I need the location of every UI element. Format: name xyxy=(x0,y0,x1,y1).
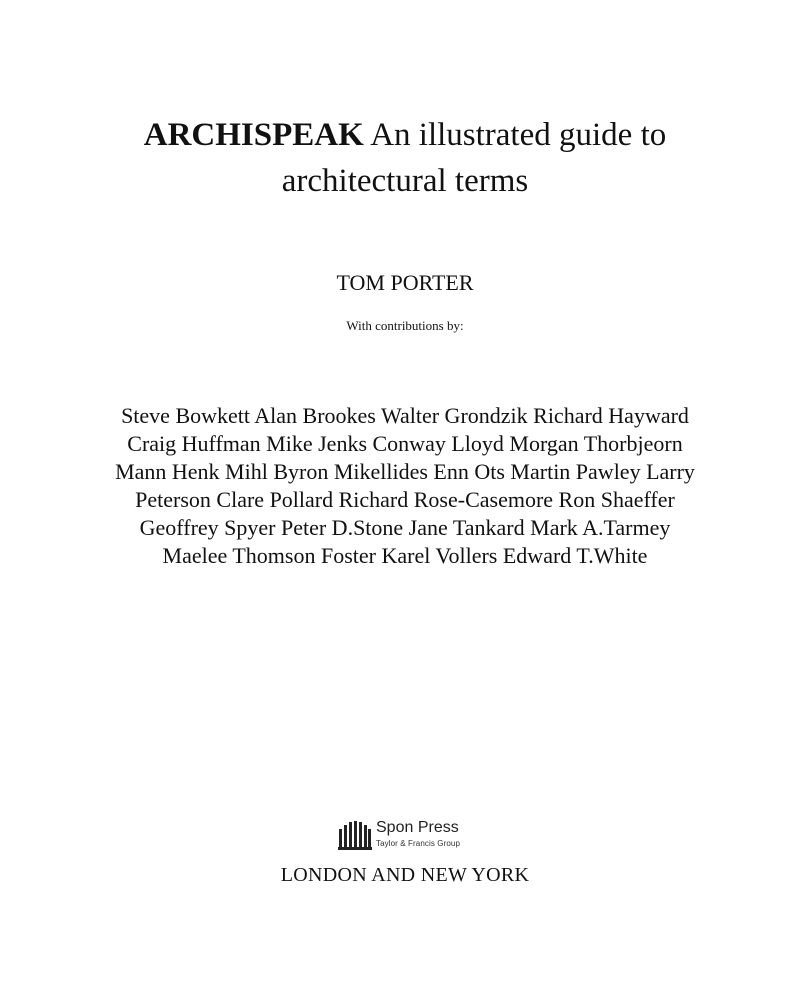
publication-location: LONDON AND NEW YORK xyxy=(280,864,530,886)
publisher-name: Spon Press xyxy=(376,819,459,836)
contributors-line: Mann Henk Mihl Byron Mikellides Enn Ots Martin Pawley Larry xyxy=(115,459,695,484)
title-subtitle-part1: An illustrated guide to xyxy=(370,117,667,153)
title-main: ARCHISPEAK xyxy=(143,117,364,153)
book-title xyxy=(0,112,810,204)
publisher-group: Taylor & Francis Group xyxy=(376,839,461,848)
contributors-line: Peterson Clare Pollard Richard Rose-Casemore Ron Shaeffer xyxy=(135,487,675,512)
title-subtitle-part2: architectural terms xyxy=(281,163,529,199)
contributors-line: Maelee Thomson Foster Karel Vollers Edward T.White xyxy=(162,543,648,568)
contributors-line: Steve Bowkett Alan Brookes Walter Grondzik Richard Hayward xyxy=(121,403,689,428)
contributors-list xyxy=(80,402,730,570)
spon-press-logo-icon xyxy=(338,817,372,851)
contributors-line: Craig Huffman Mike Jenks Conway Lloyd Morgan Thorbjeorn xyxy=(127,431,683,456)
author-name: TOM PORTER xyxy=(336,270,474,295)
contributions-label: With contributions by: xyxy=(346,318,464,333)
publisher-block xyxy=(338,817,508,857)
contributors-line: Geoffrey Spyer Peter D.Stone Jane Tankard Mark A.Tarmey xyxy=(139,515,671,540)
